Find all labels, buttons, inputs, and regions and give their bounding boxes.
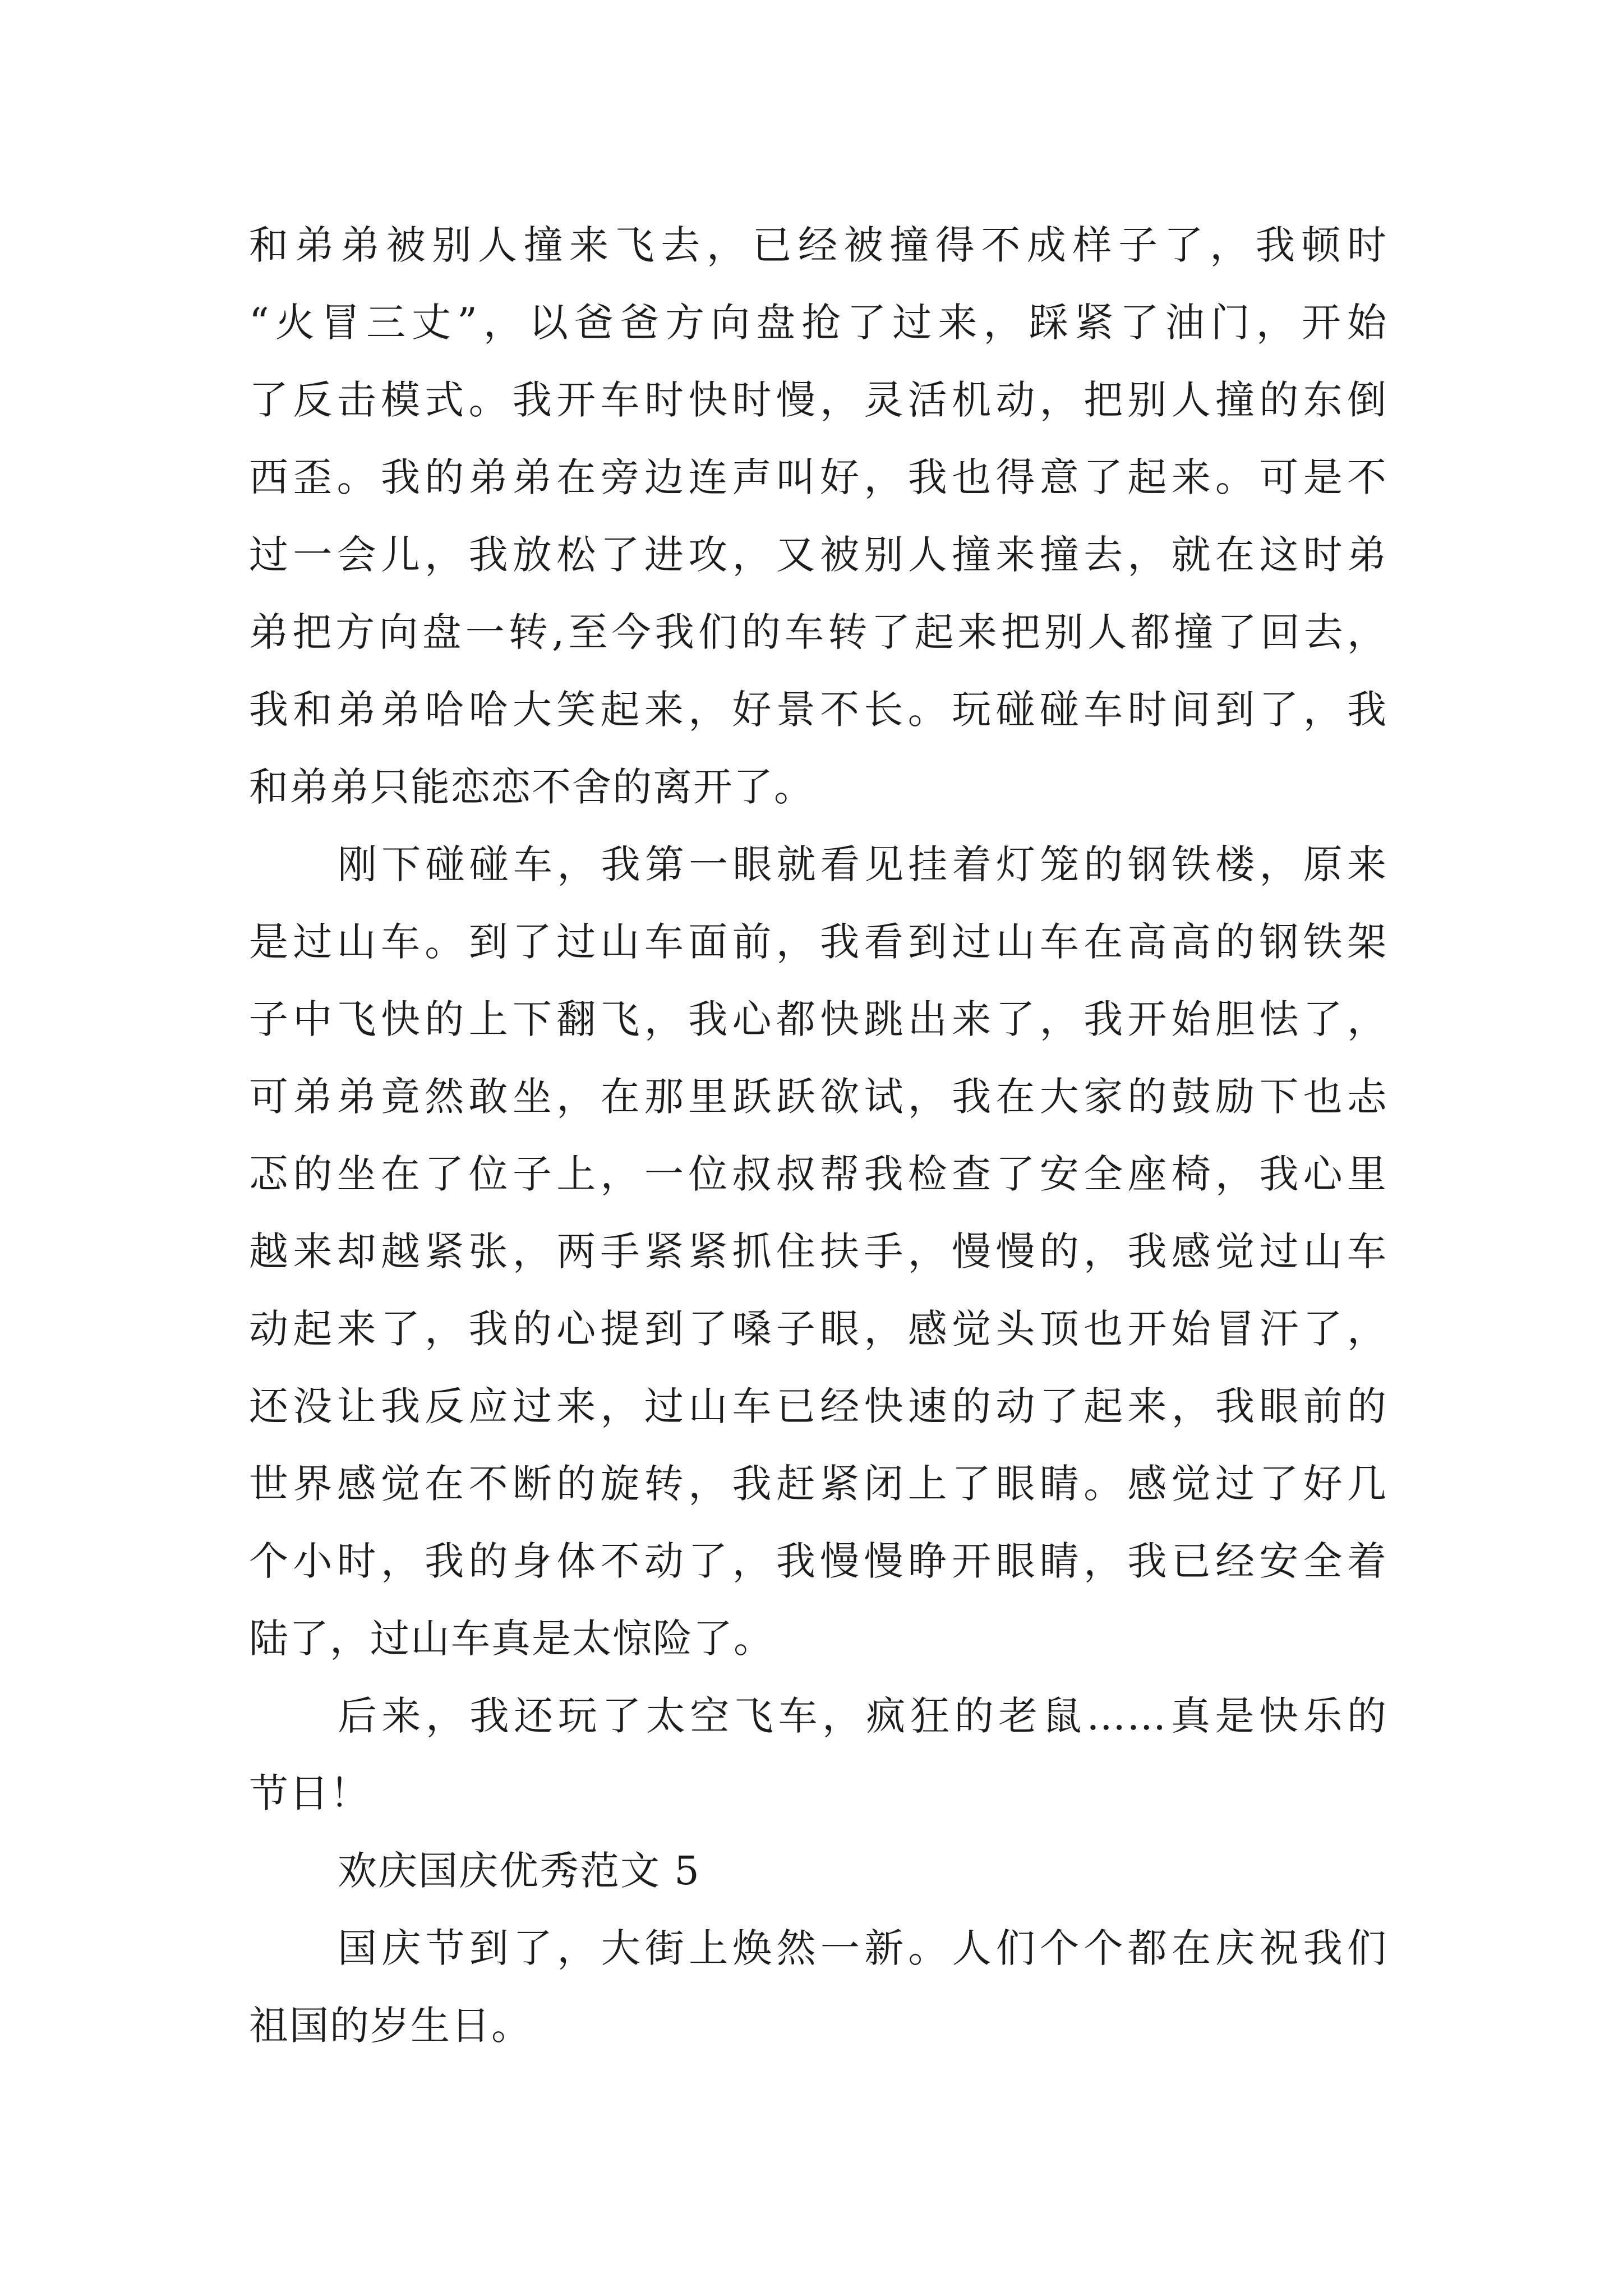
text-line: 后来，我还玩了太空飞车，疯狂的老鼠……真是快乐的 [338, 1693, 1387, 1739]
text-line: 和弟弟被别人撞来飞去，已经被撞得不成样子了，我顿时 [249, 222, 1387, 268]
text-line: 还没让我反应过来，过山车已经快速的动了起来，我眼前的 [249, 1383, 1387, 1429]
essay-heading [249, 1832, 1387, 1910]
text-line: 了反击模式。我开车时快时慢，灵活机动，把别人撞的东倒 [249, 377, 1387, 423]
text-line: 陆了，过山车真是太惊险了。 [249, 1616, 774, 1662]
text-line: “火冒三丈”，以爸爸方向盘抢了过来，踩紧了油门，开始 [249, 300, 1387, 346]
text-line: 越来却越紧张，两手紧紧抓住扶手，慢慢的，我感觉过山车 [249, 1228, 1387, 1274]
text-line: 和弟弟只能恋恋不舍的离开了。 [249, 764, 814, 810]
text-line: 可弟弟竟然敢坐，在那里跃跃欲试，我在大家的鼓励下也忐 [249, 1074, 1387, 1120]
paragraph-roller-coaster [249, 826, 1387, 1677]
text-line: 子中飞快的上下翻飞，我心都快跳出来了，我开始胆怯了， [249, 996, 1387, 1042]
text-line: 祖国的岁生日。 [249, 2003, 532, 2049]
text-line: 过一会儿，我放松了进攻，又被别人撞来撞去，就在这时弟 [249, 532, 1387, 578]
text-line: 我和弟弟哈哈大笑起来，好景不长。玩碰碰车时间到了，我 [249, 687, 1387, 733]
text-line: 节日！ [249, 1770, 370, 1816]
text-line: 国庆节到了，大街上焕然一新。人们个个都在庆祝我们 [338, 1925, 1387, 1971]
text-line: 世界感觉在不断的旋转，我赶紧闭上了眼睛。感觉过了好几 [249, 1461, 1387, 1507]
text-line: 动起来了，我的心提到了嗓子眼，感觉头顶也开始冒汗了， [249, 1306, 1387, 1352]
essay-title: 欢庆国庆优秀范文 5 [338, 1848, 700, 1894]
paragraph-national-day [249, 1910, 1387, 2064]
paragraph-bumper-cars [249, 206, 1387, 826]
text-line: 刚下碰碰车，我第一眼就看见挂着灯笼的钢铁楼，原来 [338, 841, 1387, 887]
text-line: 西歪。我的弟弟在旁边连声叫好，我也得意了起来。可是不 [249, 454, 1387, 500]
text-line: 个小时，我的身体不动了，我慢慢睁开眼睛，我已经安全着 [249, 1538, 1387, 1584]
text-line: 是过山车。到了过山车面前，我看到过山车在高高的钢铁架 [249, 919, 1387, 965]
text-line: 弟把方向盘一转,至今我们的车转了起来把别人都撞了回去， [249, 609, 1387, 655]
document-body [249, 206, 1387, 2064]
paragraph-conclusion [249, 1677, 1387, 1832]
text-line: 忑的坐在了位子上，一位叔叔帮我检查了安全座椅，我心里 [249, 1151, 1387, 1197]
